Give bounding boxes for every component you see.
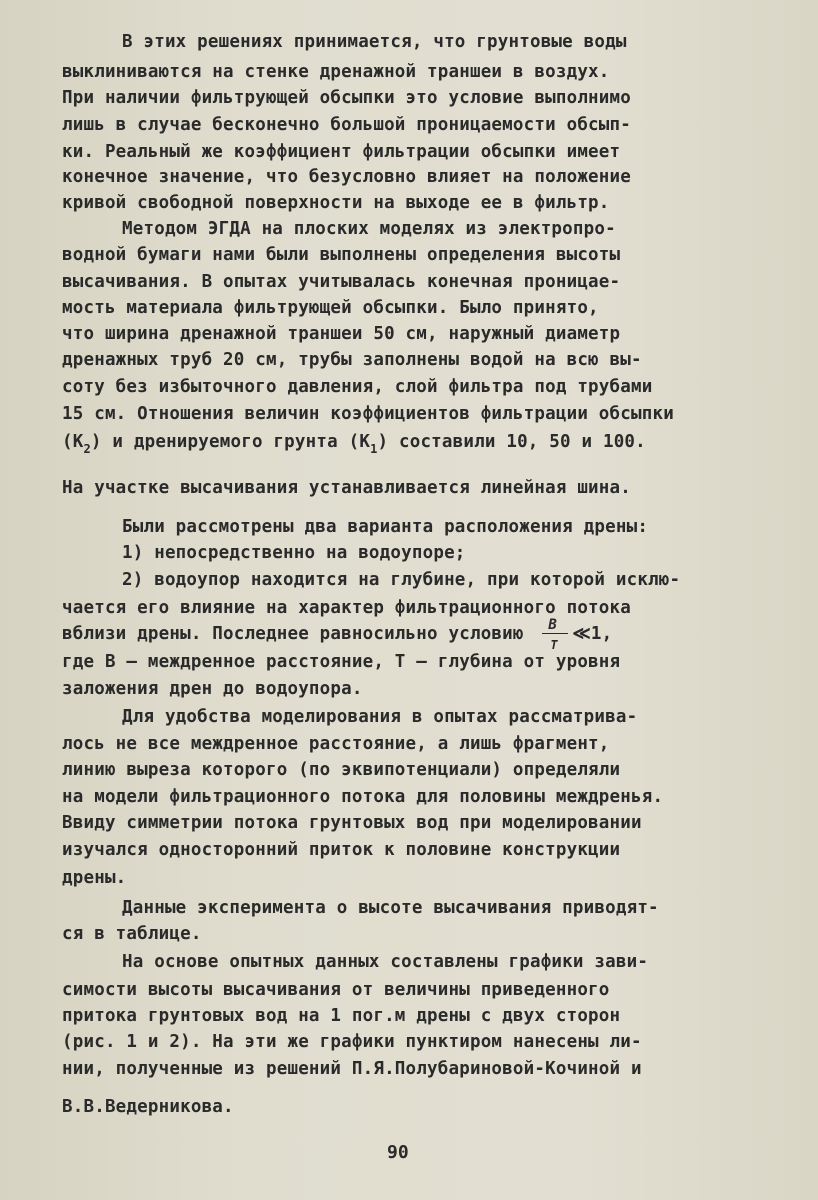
k-end: ) составили 10, 50 и 100.: [377, 432, 646, 452]
k-mid: ) и дренируемого грунта (К: [90, 432, 371, 452]
b-over-t-fraction: [534, 617, 572, 652]
text-line: нии, полученные из решений П.Я.Полубариновой-Кочиной и: [62, 1059, 642, 1079]
fraction-line: [62, 617, 807, 652]
text-line: притока грунтовых вод на 1 пог.м дрены с двух сторон: [62, 1006, 621, 1026]
text-line: Для удобства моделирования в опытах рассматрива-: [122, 707, 638, 727]
text-line: Ввиду симметрии потока грунтовых вод при моделировании: [62, 813, 642, 833]
text-line: заложения дрен до водоупора.: [62, 679, 363, 699]
text-line: мость материала фильтрующей обсыпки. Было принято,: [62, 298, 599, 318]
fraction-line-end: ≪1,: [572, 624, 613, 644]
list-item: 1) непосредственно на водоупоре;: [122, 543, 466, 563]
text-line: на модели фильтрационного потока для половины междренья.: [62, 787, 664, 807]
text-line: На основе опытных данных составлены графики зави-: [122, 952, 649, 972]
text-line: водной бумаги нами были выполнены определения высоты: [62, 245, 621, 265]
text-line: изучался односторонний приток к половине конструкции: [62, 840, 621, 860]
text-line: симости высоты высачивания от величины приведенного: [62, 980, 610, 1000]
k2-subscript: 2: [83, 442, 91, 456]
list-item: 2) водоупор находится на глубине, при которой исклю-: [122, 570, 681, 590]
k1-subscript: 1: [370, 442, 378, 456]
text-line: (рис. 1 и 2). На эти же графики пунктиром нанесены ли-: [62, 1032, 642, 1052]
text-line: линию выреза которого (по эквипотенциали) определяли: [62, 760, 621, 780]
fraction-numerator: В: [548, 617, 558, 633]
fraction-line-text: вблизи дрены. Последнее равносильно условию: [62, 624, 524, 644]
text-line: Данные эксперимента о высоте высачивания приводят-: [122, 898, 659, 918]
text-line: где В – междренное расстояние, Т – глубина от уровня: [62, 652, 621, 672]
text-line: дренажных труб 20 см, трубы заполнены водой на всю вы-: [62, 350, 642, 370]
text-line: лось не все междренное расстояние, а лишь фрагмент,: [62, 734, 610, 754]
text-line: На участке высачивания устанавливается линейная шина.: [62, 478, 632, 498]
text-line: В.В.Ведерникова.: [62, 1097, 234, 1117]
text-line: соту без избыточного давления, слой фильтра под трубами: [62, 377, 653, 397]
text-line: В этих решениях принимается, что грунтовые воды: [122, 32, 627, 52]
text-line: высачивания. В опытах учитывалась конечная проницае-: [62, 272, 621, 292]
text-line: 15 см. Отношения величин коэффициентов фильтрации обсыпки: [62, 404, 674, 424]
text-line: чается его влияние на характер фильтрационного потока: [62, 598, 632, 618]
text-line: Были рассмотрены два варианта расположения дрены:: [122, 517, 649, 537]
text-line: дрены.: [62, 868, 127, 888]
k-ratio-line: [62, 430, 807, 461]
text-line: выклиниваются на стенке дренажной траншеи в воздух.: [62, 62, 610, 82]
fraction-denominator: Т: [550, 638, 558, 652]
text-line: лишь в случае бесконечно большой проницаемости обсып-: [62, 115, 632, 135]
text-line: конечное значение, что безусловно влияет на положение: [62, 167, 632, 187]
text-line: ки. Реальный же коэффициент фильтрации обсыпки имеет: [62, 142, 621, 162]
text-line: Методом ЭГДА на плоских моделях из электропро-: [122, 219, 616, 239]
text-line: что ширина дренажной траншеи 50 см, наружный диаметр: [62, 324, 621, 344]
page-number: 90: [387, 1142, 409, 1163]
k-open: (К: [62, 432, 84, 452]
text-line: При наличии фильтрующей обсыпки это условие выполнимо: [62, 88, 632, 108]
text-line: ся в таблице.: [62, 924, 202, 944]
text-line: кривой свободной поверхности на выходе ее в фильтр.: [62, 193, 610, 213]
